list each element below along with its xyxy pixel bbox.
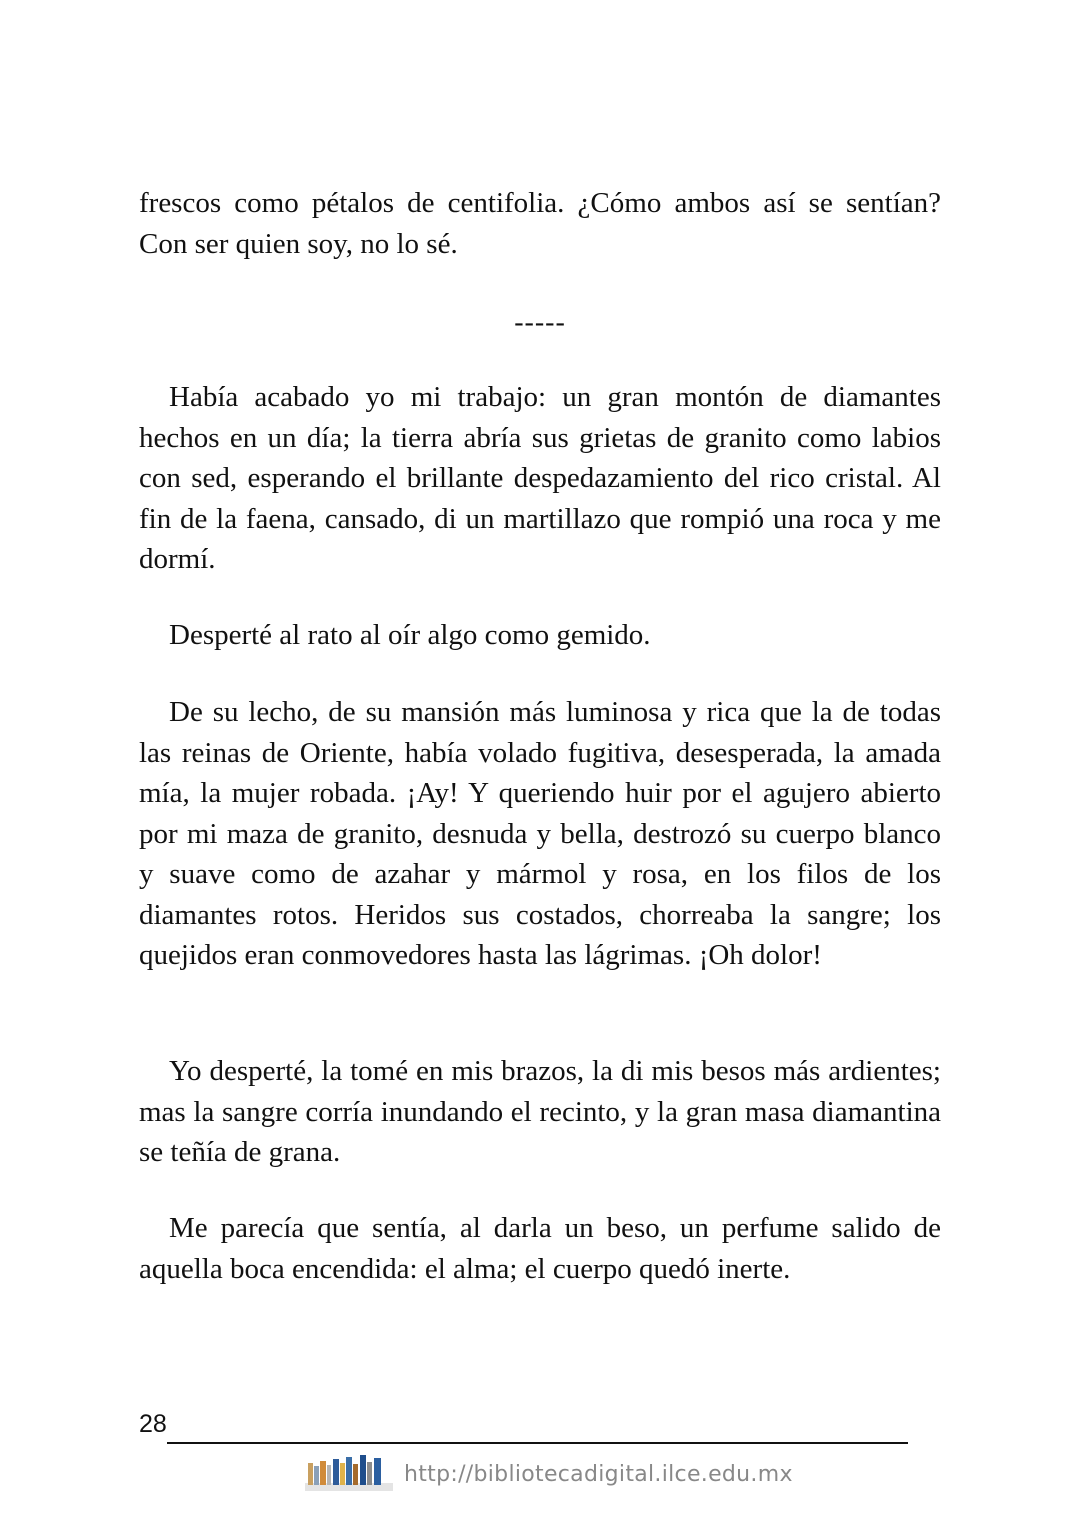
section-separator: ----- bbox=[514, 307, 566, 338]
page-number: 28 bbox=[139, 1410, 167, 1438]
paragraph: Yo desperté, la tomé en mis brazos, la di mis besos más ardientes; mas la sangre corría inundando el recinto, y la gran masa diamantina se teñía de grana. bbox=[139, 1055, 941, 1168]
paragraph-continuation: frescos como pétalos de centifolia. ¿Cómo ambos así se sentían? Con ser quien soy, no lo sé. bbox=[139, 187, 941, 260]
paragraph: De su lecho, de su mansión más luminosa y rica que la de todas las reinas de Oriente, había volado fugitiva, desesperada, la amada mía, la mujer robada. ¡Ay! Y queriendo huir por el agujero abierto por mi maza de granito, desnuda y bella, destrozó su cuerpo blanco y suave como de azahar y mármol y rosa, en los filos de los diamantes rotos. Heridos sus costados, chorreaba la sangre; los quejidos eran conmovedores hasta las lágrimas. ¡Oh dolor! bbox=[139, 696, 941, 971]
paragraph: Desperté al rato al oír algo como gemido. bbox=[169, 619, 651, 651]
paragraph: Me parecía que sentía, al darla un beso, un perfume salido de aquella boca encendida: el alma; el cuerpo quedó inerte. bbox=[139, 1212, 941, 1285]
footer-rule bbox=[167, 1442, 908, 1444]
bookshelf-logo-icon bbox=[305, 1453, 393, 1493]
footer-url-link[interactable]: http://bibliotecadigital.ilce.edu.mx bbox=[404, 1462, 793, 1487]
paragraph: Había acabado yo mi trabajo: un gran montón de diamantes hechos en un día; la tierra abría sus grietas de granito como labios con sed, esperando el brillante despedazamiento del rico cristal. Al fin de la faena, cansado, di un martillazo que rompió una roca y me dormí. bbox=[139, 381, 941, 575]
